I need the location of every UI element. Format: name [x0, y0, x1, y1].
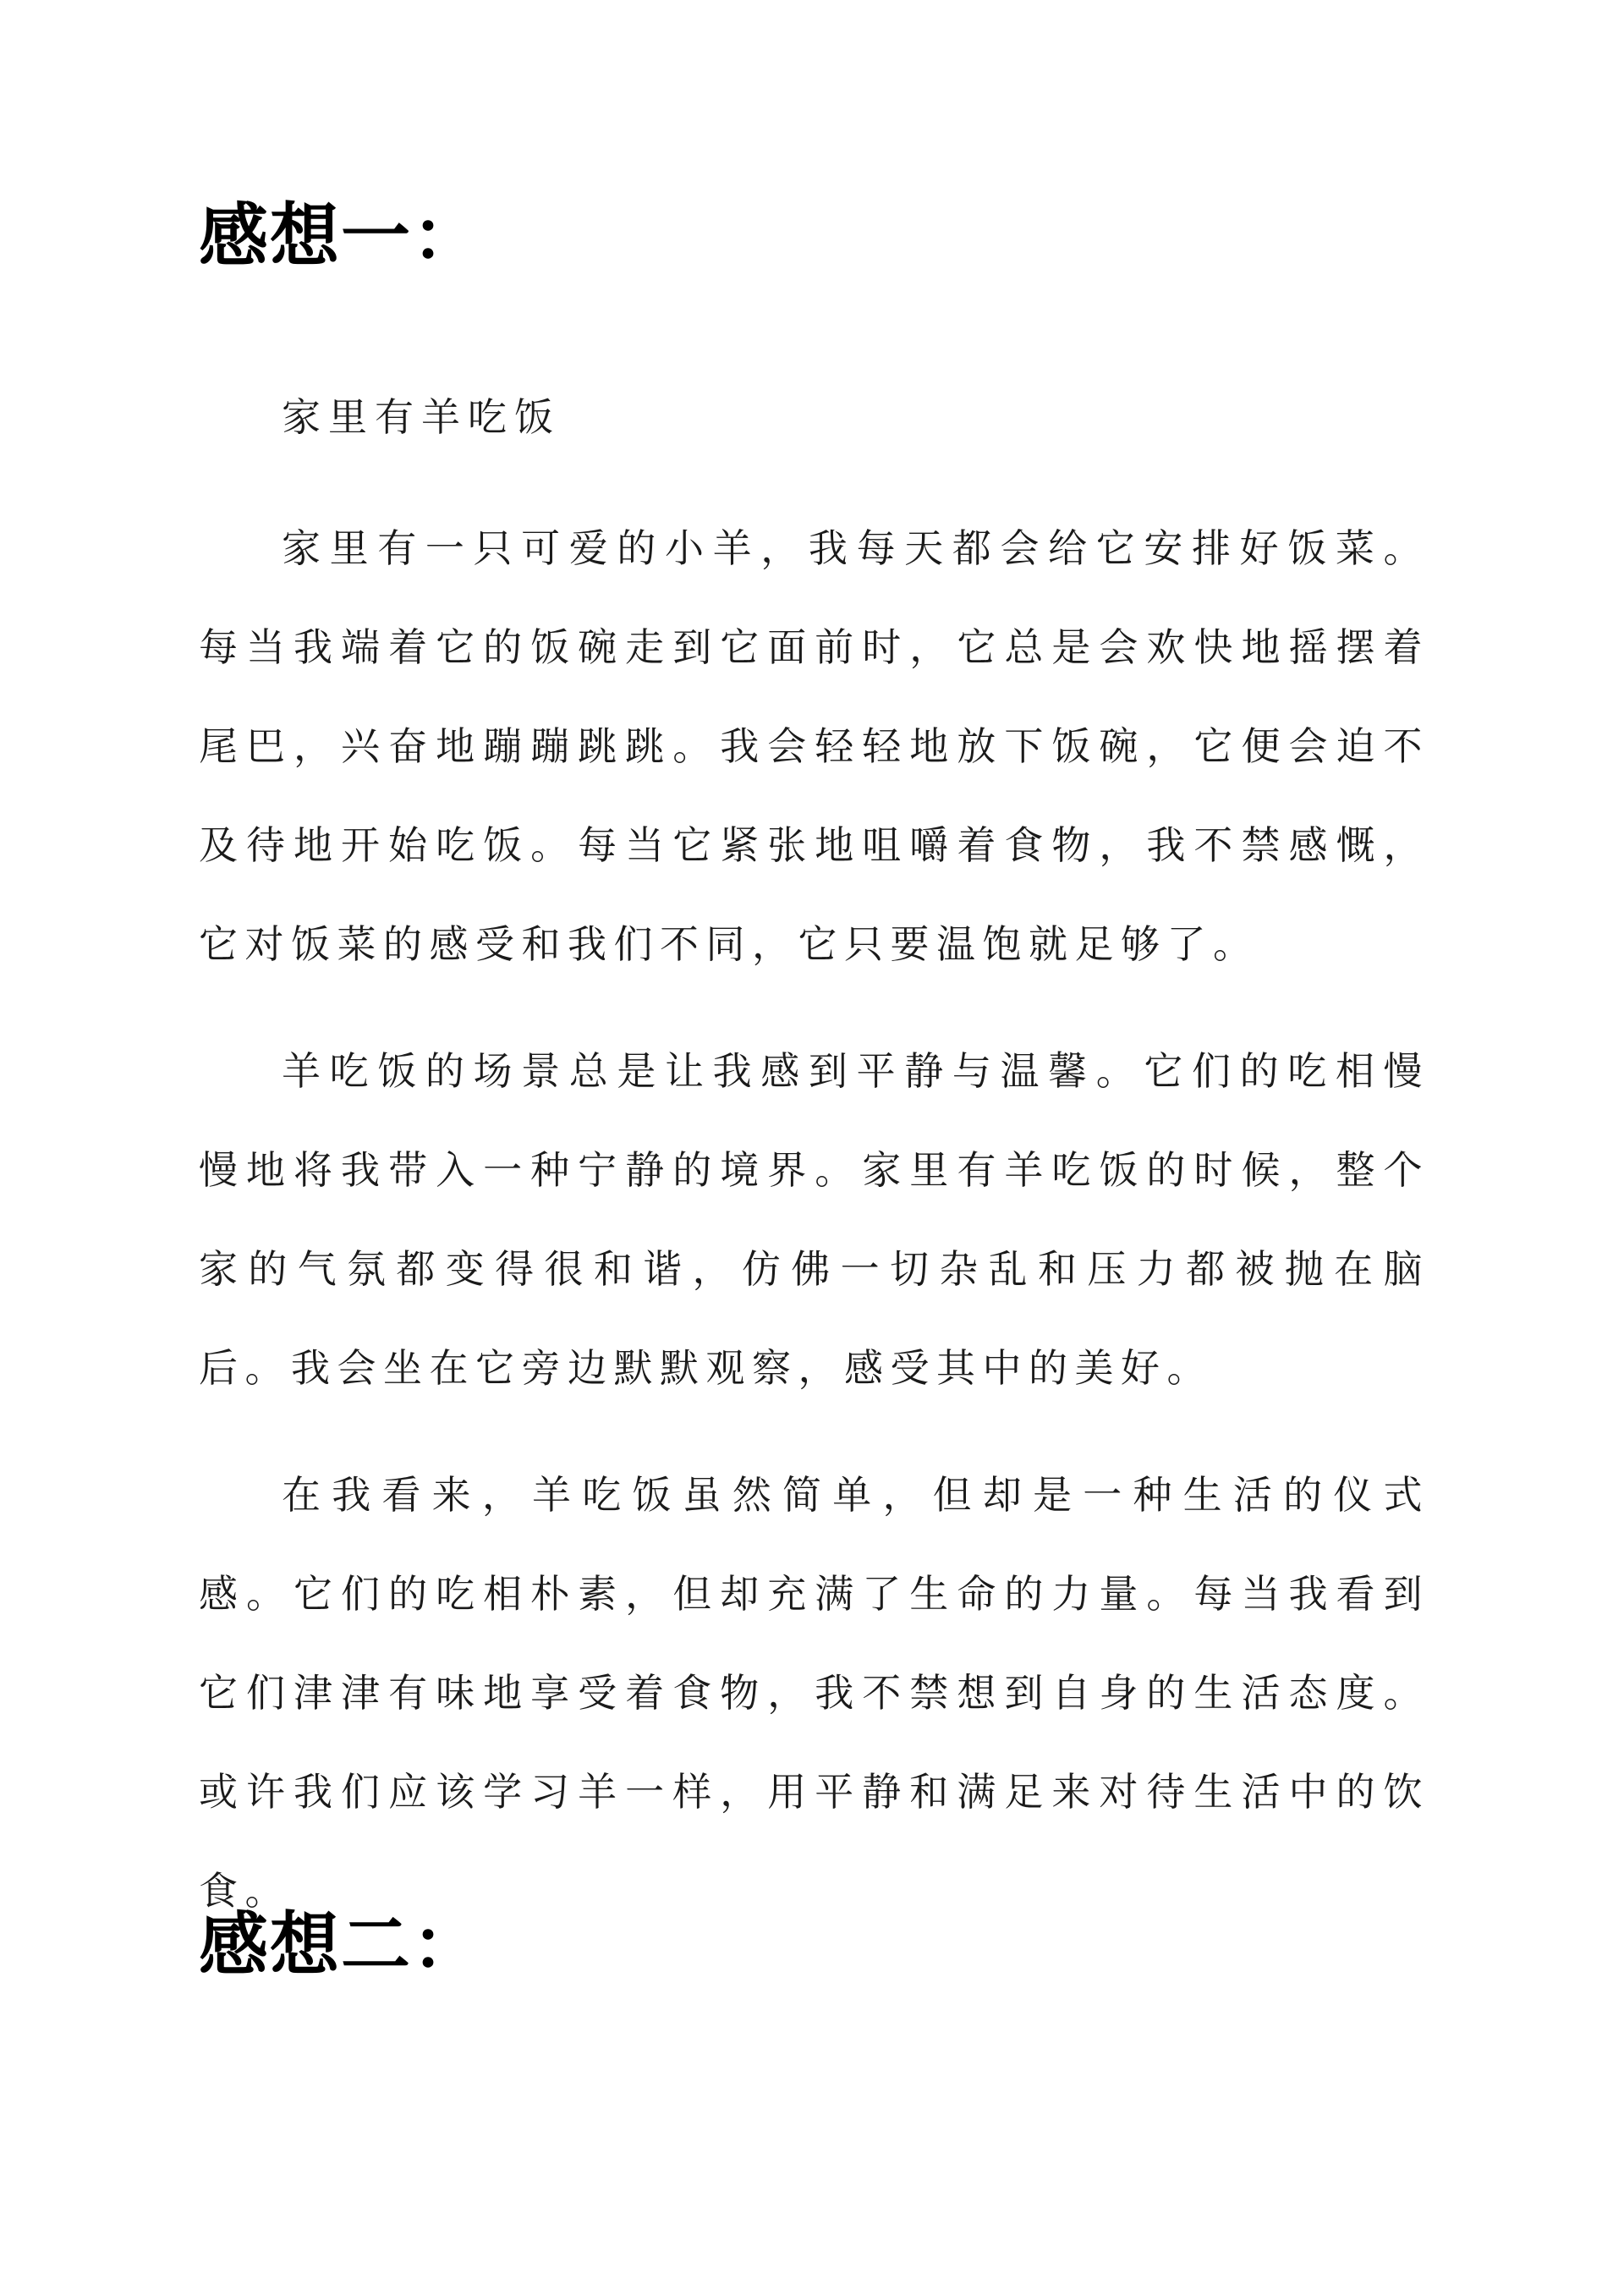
paragraph-1: 家里有一只可爱的小羊，我每天都会给它安排好饭菜。每当我端着它的饭碗走到它面前时，它总是会欢快地摇摆着尾巴，兴奋地蹦蹦跳跳。我会轻轻地放下饭碗，它便会迫不及待地开始吃饭。每当它紧张地咀嚼着食物，我不禁感慨，它对饭菜的感受和我们不同，它只要温饱就足够了。	[199, 525, 1429, 967]
section-heading-2: 感想二：	[199, 1904, 484, 1986]
section-heading-1: 感想一：	[199, 195, 484, 277]
paragraph-2: 羊吃饭的场景总是让我感到平静与温馨。它们的吃相慢慢地将我带入一种宁静的境界。家里有羊吃饭的时候，整个家的气氛都变得很和谐，仿佛一切杂乱和压力都被抛在脑后。我会坐在它旁边默默观察，感受其中的美好。	[199, 1048, 1429, 1391]
essay-title: 家里有羊吃饭	[282, 394, 561, 440]
paragraph-3: 在我看来，羊吃饭虽然简单，但却是一种生活的仪式感。它们的吃相朴素，但却充满了生命的力量。每当我看到它们津津有味地享受着食物，我不禁想到自身的生活态度。或许我们应该学习羊一样，用平静和满足来对待生活中的饮食。	[199, 1472, 1429, 1914]
